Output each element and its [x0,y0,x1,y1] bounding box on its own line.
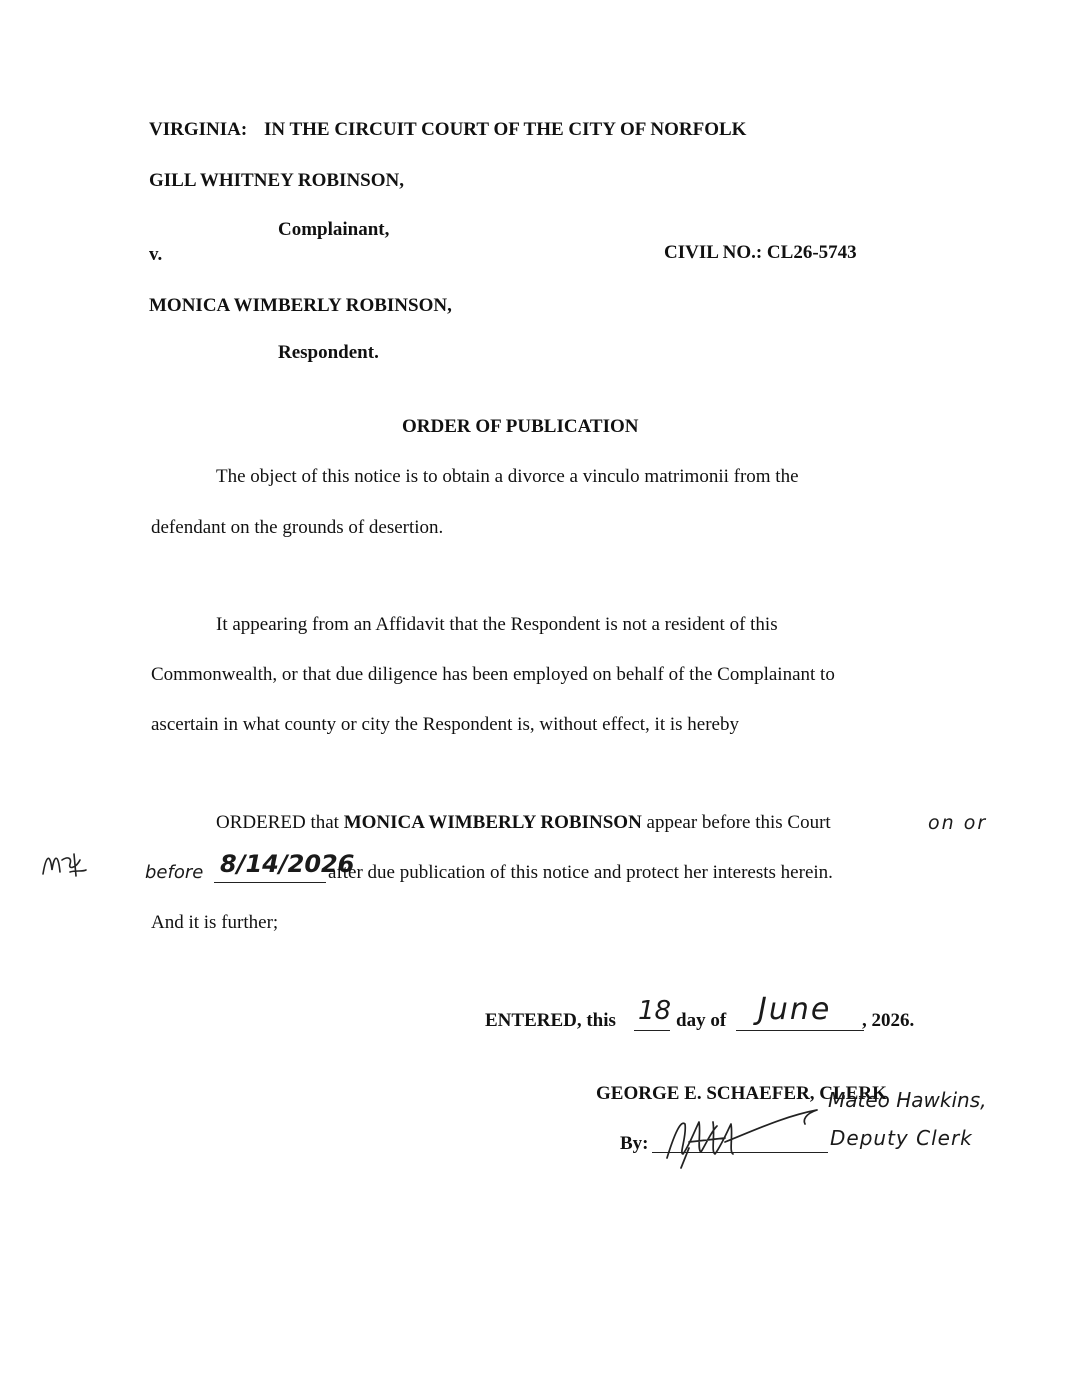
entered-day-underline [634,1030,670,1031]
ordered-line-1 [216,812,831,834]
handwritten-on-or: on or [928,812,988,834]
clerk-by-label: By: [620,1133,649,1154]
court-heading-prefix: VIRGINIA: [149,119,248,140]
deputy-title: Deputy Clerk [830,1126,973,1150]
ordered-further: And it is further; [151,912,279,933]
ordered-respondent-name: MONICA WIMBERLY ROBINSON [343,812,642,833]
civil-number: CIVIL NO.: CL26-5743 [664,242,857,263]
court-heading [149,119,746,141]
object-line-1: The object of this notice is to obtain a divorce a vinculo matrimonii from the [216,466,799,487]
deputy-name: Mateo Hawkins, [828,1088,987,1112]
entered-prefix: ENTERED, this [485,1010,616,1031]
appearing-line-3: ascertain in what county or city the Respondent is, without effect, it is hereby [151,714,739,735]
margin-initials-mark [40,848,88,883]
object-line-2: defendant on the grounds of desertion. [151,517,444,538]
handwritten-before: before [145,862,204,883]
entered-month-underline [736,1030,864,1031]
appearing-line-2: Commonwealth, or that due diligence has been employed on behalf of the Complainant to [151,664,835,685]
entered-year: , 2026. [862,1010,915,1031]
versus: v. [149,244,163,265]
ordered-line-2: after due publication of this notice and protect her interests herein. [328,862,833,883]
entered-day-of: day of [676,1010,727,1031]
appearing-line-1: It appearing from an Affidavit that the Respondent is not a resident of this [216,614,778,635]
complainant-name: GILL WHITNEY ROBINSON, [149,170,404,191]
handwritten-appearance-date: 8/14/2026 [220,850,355,878]
court-heading-court: IN THE CIRCUIT COURT OF THE CITY OF NORFOLK [263,119,747,140]
document-title: ORDER OF PUBLICATION [402,416,639,437]
date-underline [214,882,326,883]
ordered-prefix: ORDERED that [216,812,339,833]
deputy-signature-mark [655,1102,825,1183]
entered-day: 18 [638,996,672,1026]
respondent-role: Respondent. [278,342,379,363]
complainant-role: Complainant, [278,219,390,240]
entered-month: June [758,992,832,1027]
clerk-name: GEORGE E. SCHAEFER, CLERK [596,1083,887,1104]
respondent-name: MONICA WIMBERLY ROBINSON, [149,295,452,316]
ordered-suffix: appear before this Court [646,812,831,833]
